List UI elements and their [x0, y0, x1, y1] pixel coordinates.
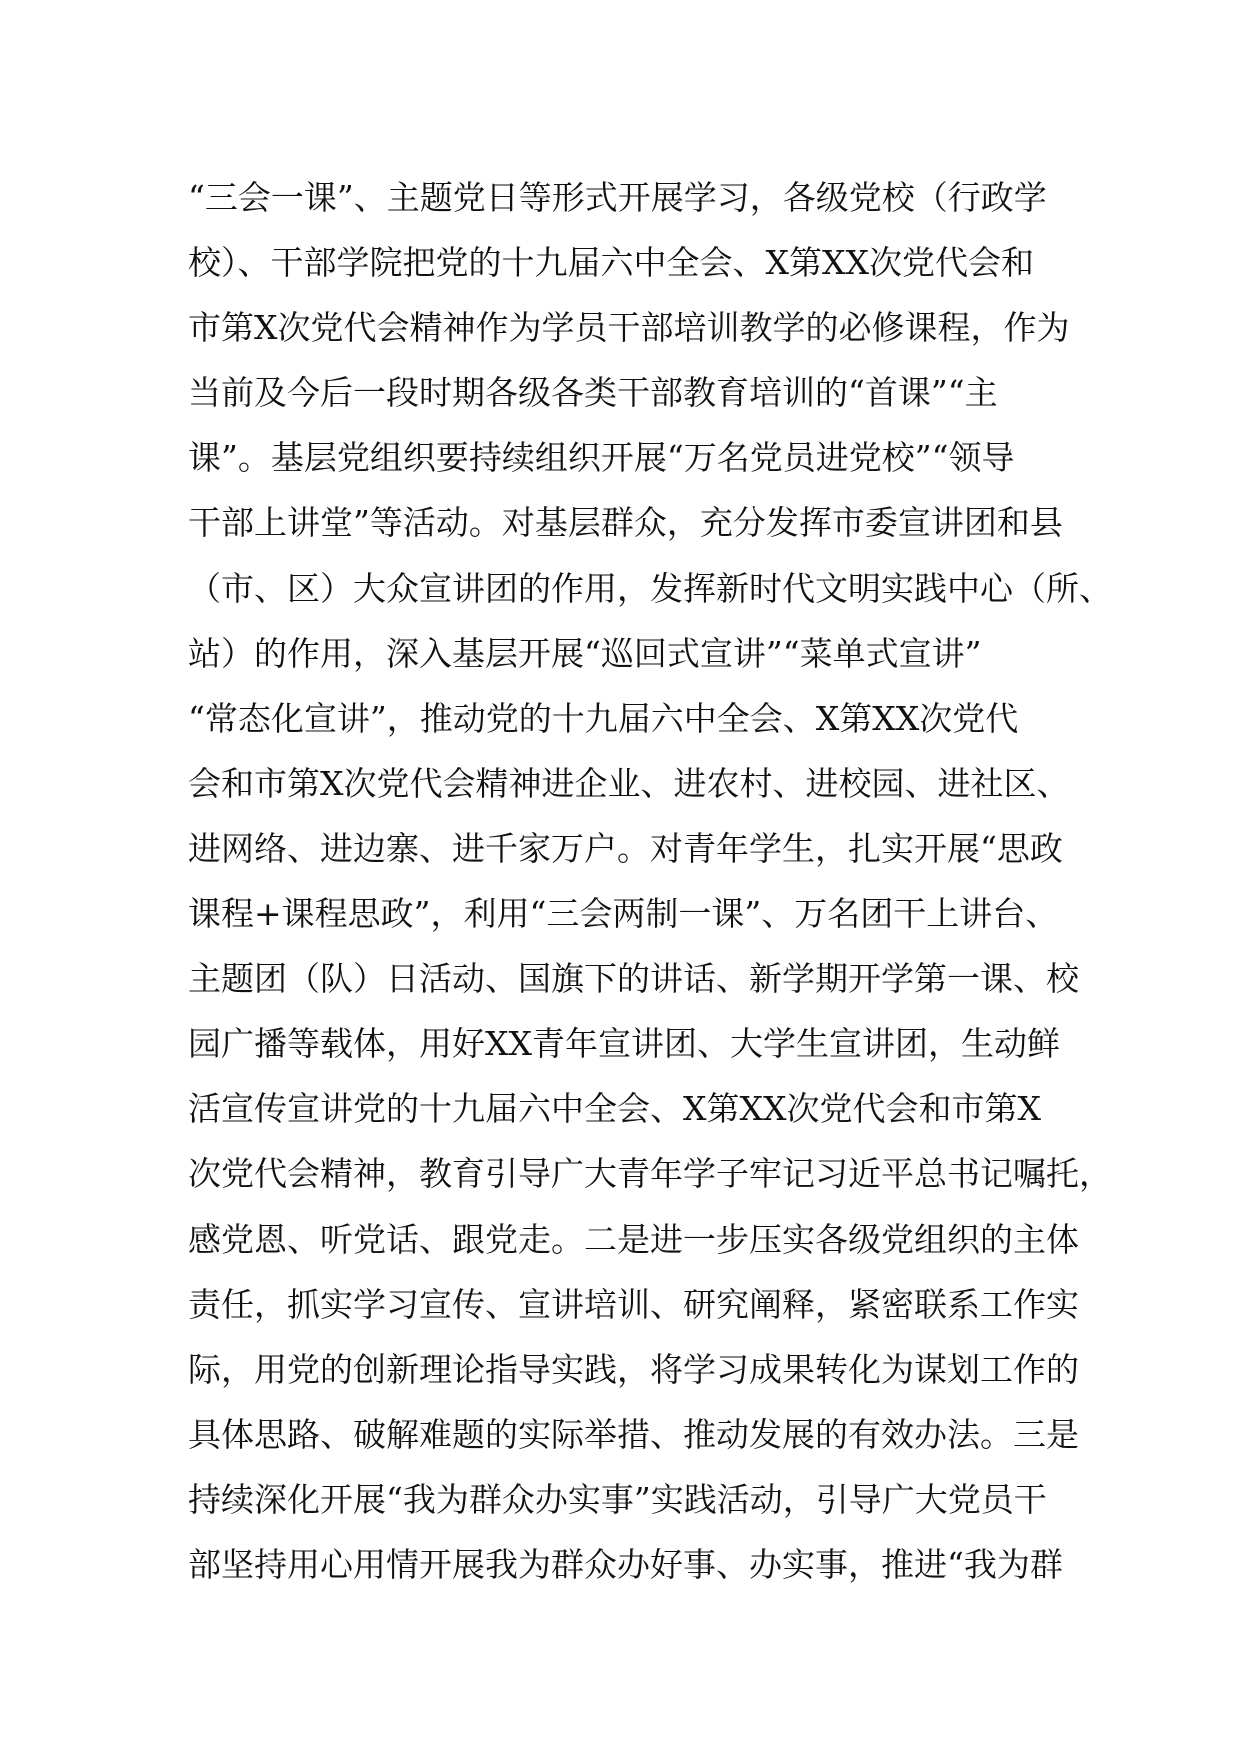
text-line: “三会一课”、主题党日等形式开展学习，各级党校（行政学: [188, 178, 1047, 217]
text-line: 进网络、进边寨、进千家万户。对青年学生，扎实开展“思政: [188, 828, 1063, 868]
body-paragraph: [188, 165, 1112, 1597]
text-line: （市、区）大众宣讲团的作用，发挥新时代文明实践中心（所、: [188, 568, 1112, 608]
text-line: 园广播等载体，用好XX青年宣讲团、大学生宣讲团，生动鲜: [188, 1024, 1060, 1064]
text-line: 课”。基层党组织要持续组织开展“万名党员进党校”“领导: [188, 438, 1015, 478]
text-line: 次党代会精神，教育引导广大青年学子牢记习近平总书记嘱托，: [188, 1154, 1112, 1194]
text-line: 校）、干部学院把党的十九届六中全会、X第XX次党代会和: [188, 243, 1034, 283]
text-line: 持续深化开展“我为群众办实事”实践活动，引导广大党员干: [188, 1479, 1047, 1519]
text-line: 责任，抓实学习宣传、宣讲培训、研究阐释，紧密联系工作实: [188, 1284, 1079, 1324]
text-line: 干部上讲堂”等活动。对基层群众，充分发挥市委宣讲团和县: [188, 503, 1063, 543]
text-line: 活宣传宣讲党的十九届六中全会、X第XX次党代会和市第X: [188, 1089, 1041, 1129]
text-line: 感党恩、听党话、跟党走。二是进一步压实各级党组织的主体: [188, 1219, 1079, 1259]
text-line: 当前及今后一段时期各级各类干部教育培训的“首课”“主: [188, 373, 998, 413]
text-line: 部坚持用心用情开展我为群众办好事、办实事，推进“我为群: [188, 1544, 1063, 1584]
text-line: 际，用党的创新理论指导实践，将学习成果转化为谋划工作的: [188, 1349, 1079, 1389]
text-line: “常态化宣讲”，推动党的十九届六中全会、X第XX次党代: [188, 698, 1019, 738]
text-line: 具体思路、破解难题的实际举措、推动发展的有效办法。三是: [188, 1414, 1079, 1454]
text-line: 市第X次党代会精神作为学员干部培训教学的必修课程，作为: [188, 308, 1070, 348]
text-line: 主题团（队）日活动、国旗下的讲话、新学期开学第一课、校: [188, 959, 1079, 999]
text-line: 站）的作用，深入基层开展“巡回式宣讲”“菜单式宣讲”: [188, 633, 982, 673]
text-line: 课程+课程思政”，利用“三会两制一课”、万名团干上讲台、: [188, 894, 1059, 934]
text-line: 会和市第X次党代会精神进企业、进农村、进校园、进社区、: [188, 763, 1070, 803]
